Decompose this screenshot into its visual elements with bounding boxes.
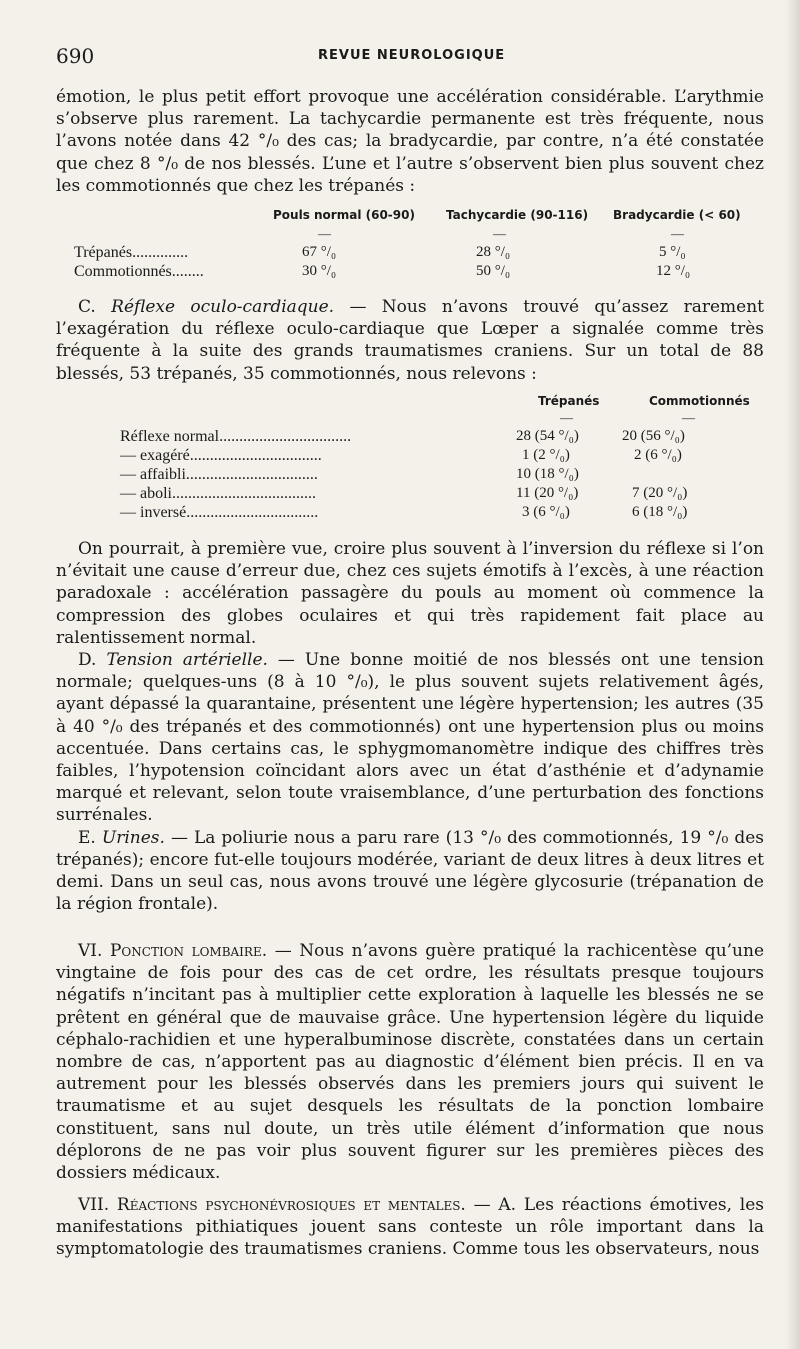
table2-cell: 1 (2 °/₀)	[522, 447, 570, 463]
table1-cell: 5 °/₀	[659, 244, 686, 260]
section-text: — La poliurie nous a paru rare (13 °/₀ des commotionnés, 19 °/₀ des trépanés); encore fut-elle toujours modérée, variant de deux litres à deux litres et demi. Dans un seul cas, nous avons trouvé une légère glycosurie (trépanation de la région frontale).	[56, 827, 765, 915]
table2-cell: 28 (54 °/₀)	[516, 428, 579, 444]
table1-row-label: Trépanés..............	[74, 244, 189, 261]
table2-cell: 6 (18 °/₀)	[632, 504, 688, 520]
table-oculo-cardiac	[56, 392, 764, 528]
journal-title: REVUE NEUROLOGIQUE	[318, 48, 506, 63]
running-header	[56, 44, 756, 68]
section-text: — Nous n’avons trouvé qu’assez rarement l’exagération du réflexe oculo-cardiaque que Lœper a signalée comme très fréquente à la suite des grands traumatismes craniens. Sur un total de 88 blessés, 53 trépanés, 35 commotionnés, nous relevons :	[56, 297, 765, 384]
section-title: Urines.	[101, 827, 165, 848]
table2-header-commotionnes: Commotionnés	[649, 394, 750, 408]
table-pulse	[56, 206, 764, 282]
table1-cell: 12 °/₀	[656, 263, 691, 279]
table2-cell: 10 (18 °/₀)	[516, 466, 579, 482]
table1-cell: 67 °/₀	[302, 244, 337, 260]
paragraph-text: émotion, le plus petit effort provoque une accélération considérable. L’arythmie s’observe plus rarement. La tachycardie permanente est très fréquente, nous l’avons notée dans 42 °/₀ des cas; la bradycardie, par contre, n’a été constatée que chez 8 °/₀ de nos blessés. L’une et l’autre s’observent bien plus souvent chez les commotionnés que chez les trépanés :	[56, 87, 764, 196]
section-letter: E.	[78, 827, 96, 848]
section-d-and-e	[56, 538, 764, 915]
table1-dash: —	[318, 226, 331, 241]
table1-header-normal: Pouls normal (60-90)	[273, 208, 415, 222]
page-edge-shadow	[786, 0, 800, 1349]
table2-row-label: — exagéré.................................	[120, 447, 322, 464]
table2-cell: 3 (6 °/₀)	[522, 504, 570, 520]
table2-cell: 7 (20 °/₀)	[632, 485, 688, 501]
table2-dash: —	[560, 410, 573, 425]
section-text: — Une bonne moitié de nos blessés ont une tension normale; quelques-uns (8 à 10 °/₀), le plus souvent sujets relativement âgés, ayant dépassé la quarantaine, présentent une légère hypertension; les autres (35 à 40 °/₀ des trépanés et des commotionnés) ont une hypertension plus ou moins accentuée. Dans certains cas, le sphygmomanomètre indique des chiffres très faibles, l’hypotension coïncidant alors avec un état d’asthénie et d’adynamie marqué et relevant, selon toute vraisemblance, d’une perturbation des fonctions surrénales.	[56, 650, 764, 826]
section-text: — Nous n’avons guère pratiqué la rachicentèse qu’une vingtaine de fois pour des cas de cet ordre, les résultats presque toujours négatifs n’incitant pas à multiplier cette exploration à laquelle les blessés ne se prêtent en général que de mauvaise grâce. Une hypertension légère du liquide céphalo-rachidien et une hyperalbuminose discrète, constatées dans un certain nombre de cas, n’apportent pas au diagnostic d’élément bien précis. Il en va autrement pour les blessés observés dans les premiers jours qui suivent le traumatisme et au sujet desquels les résultats de la ponction lombaire constituent, sans nul doute, un très utile élément d’information que nous déplorons de ne pas voir plus souvent figurer sur les premières pièces des dossiers médicaux.	[56, 941, 764, 1184]
section-vii	[56, 1194, 764, 1261]
section-c	[56, 296, 764, 385]
table2-dash: —	[682, 410, 695, 425]
table2-row-label: — inversé.................................	[120, 504, 319, 521]
table2-cell: 20 (56 °/₀)	[622, 428, 685, 444]
table1-header-tachy: Tachycardie (90-116)	[446, 208, 589, 222]
table1-cell: 30 °/₀	[302, 263, 337, 279]
table2-row-label: Réflexe normal.................................	[120, 428, 352, 445]
table1-cell: 28 °/₀	[476, 244, 511, 260]
table1-dash: —	[671, 226, 684, 241]
section-title: Réflexe oculo-cardiaque.	[111, 297, 335, 317]
section-title: Ponction lombaire.	[109, 941, 268, 961]
table2-header-trepanes: Trépanés	[538, 394, 600, 408]
section-title: Tension artérielle.	[106, 650, 268, 671]
table1-header-brady: Bradycardie (< 60)	[613, 208, 741, 222]
paragraph-text: On pourrait, à première vue, croire plus souvent à l’inversion du réflexe si l’on n’évitait une cause d’erreur due, chez ces sujets émotifs à l’excès, à une réaction paradoxale : accélération passagère du pouls au moment où commence la compression des globes oculaires et qui très rapidement fait place au ralentissement normal.	[56, 539, 764, 648]
paragraph-heart-rate	[56, 86, 764, 197]
table2-cell: 2 (6 °/₀)	[634, 447, 682, 463]
section-letter: C.	[78, 297, 96, 317]
table2-row-label: — aboli....................................	[120, 485, 316, 502]
page-number: 690	[56, 44, 95, 68]
section-number: VI.	[78, 941, 103, 961]
section-number: VII.	[78, 1195, 110, 1215]
table1-row-label: Commotionnés........	[74, 263, 204, 280]
table2-row-label: — affaibli.................................	[120, 466, 318, 483]
section-title: Réactions psychonévrosiques et mentales.	[116, 1195, 466, 1215]
table2-cell: 11 (20 °/₀)	[516, 485, 579, 501]
section-vi	[56, 940, 764, 1184]
table1-cell: 50 °/₀	[476, 263, 511, 279]
table1-dash: —	[493, 226, 506, 241]
section-letter: D.	[78, 650, 97, 671]
section-text: — A. Les réactions émotives, les manifestations pithiatiques jouent sans conteste un rôle important dans la symptomatologie des traumatismes craniens. Comme tous les observateurs, nous	[56, 1195, 765, 1260]
